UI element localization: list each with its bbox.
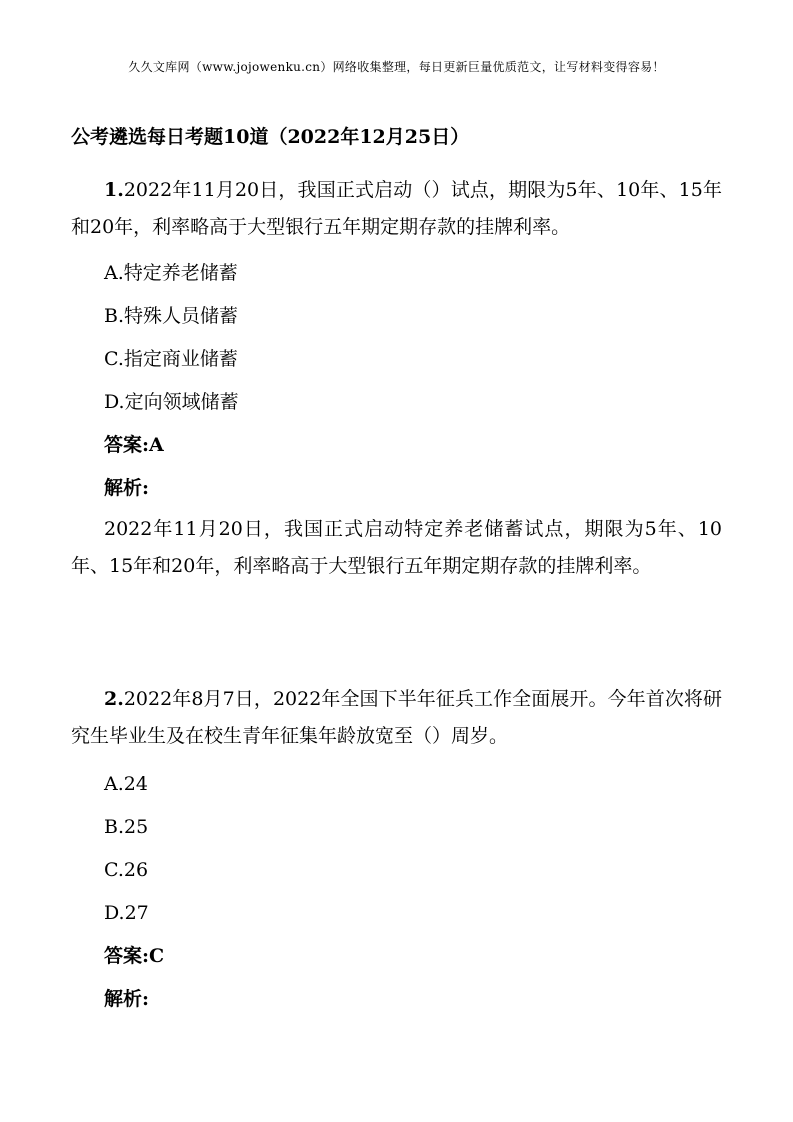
question-1-number: 1.	[104, 179, 124, 201]
question-2-stem: 2022年8月7日，2022年全国下半年征兵工作全面展开。今年首次将研究生毕业生及在校生青年征集年龄放宽至（）周岁。	[71, 688, 722, 747]
question-1	[71, 172, 722, 246]
question-2-option-d: D.27	[104, 902, 149, 924]
question-1-option-b: B.特殊人员储蓄	[104, 305, 239, 327]
question-1-stem: 2022年11月20日，我国正式启动（）试点，期限为5年、10年、15年和20年，利率略高于大型银行五年期定期存款的挂牌利率。	[71, 179, 722, 238]
question-2-answer: 答案:C	[104, 945, 165, 967]
question-1-options	[71, 252, 722, 510]
page-title: 公考遴选每日考题10道（2022年12月25日）	[71, 126, 470, 148]
question-1-option-d: D.定向领域储蓄	[104, 391, 239, 413]
question-1-analysis-label: 解析:	[104, 477, 150, 499]
question-1-analysis	[71, 511, 722, 585]
question-1-answer: 答案:A	[104, 434, 164, 456]
question-2	[71, 681, 722, 755]
question-2-options	[71, 763, 722, 1021]
question-1-analysis-text: 2022年11月20日，我国正式启动特定养老储蓄试点，期限为5年、10年、15年和20年，利率略高于大型银行五年期定期存款的挂牌利率。	[71, 518, 722, 577]
question-1-stem-paragraph	[71, 172, 722, 246]
header-note: 久久文库网（www.jojowenku.cn）网络收集整理，每日更新巨量优质范文，让写材料变得容易！	[128, 60, 665, 74]
question-2-stem-paragraph	[71, 681, 722, 755]
question-2-option-b: B.25	[104, 816, 149, 838]
question-2-option-a: A.24	[104, 773, 148, 795]
question-1-option-a: A.特定养老储蓄	[104, 262, 238, 284]
question-2-analysis-label: 解析:	[104, 988, 150, 1010]
question-2-number: 2.	[104, 688, 124, 710]
question-2-option-c: C.26	[104, 859, 149, 881]
question-1-option-c: C.指定商业储蓄	[104, 348, 238, 370]
